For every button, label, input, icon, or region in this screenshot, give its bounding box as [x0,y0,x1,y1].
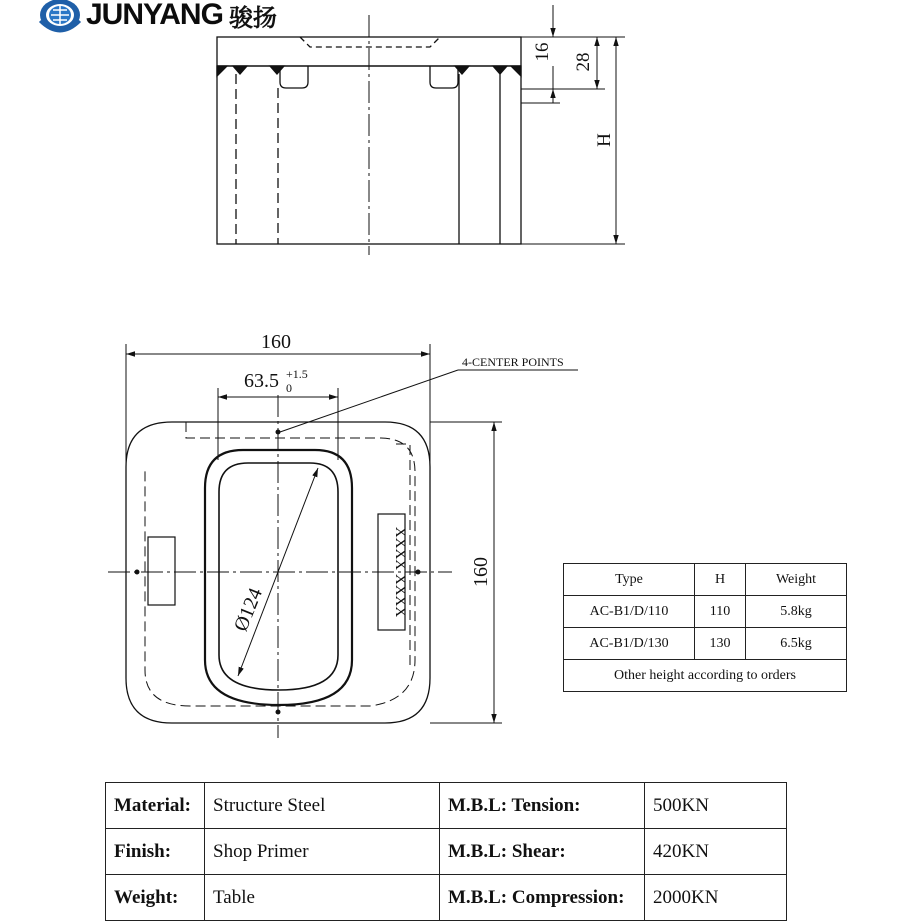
header-type: Type [564,564,695,596]
table-row [106,829,787,875]
dim-tolerance-upper: +1.5 [286,367,308,381]
marking-text: XXXX XXXX [392,526,408,618]
spec-value: 2000KN [645,875,787,921]
cell-type: AC-B1/D/130 [564,628,695,660]
dim-label-width-160: 160 [261,331,291,353]
table-footer-row [564,660,847,692]
side-view [217,5,625,255]
spec-key: M.B.L: Tension: [440,783,645,829]
table-row [106,875,787,921]
cell-h: 110 [695,596,746,628]
cell-weight: 5.8kg [746,596,847,628]
table-row [564,596,847,628]
dim-label-diameter: Ø124 [229,585,267,635]
cell-h: 130 [695,628,746,660]
table-row [106,783,787,829]
dim-label-h: H [594,133,615,147]
footer-note: Other height according to orders [564,660,847,692]
dim-label-height-160: 160 [470,557,492,587]
spec-value: Table [205,875,440,921]
logo-brand-text: JUNYANG [86,0,223,31]
spec-value: 420KN [645,829,787,875]
dim-label-28: 28 [573,52,594,72]
dim-label-opening: 63.5 [244,370,279,392]
plan-view [108,344,578,738]
table-row [564,628,847,660]
header-h: H [695,564,746,596]
header-weight: Weight [746,564,847,596]
cell-weight: 6.5kg [746,628,847,660]
cell-type: AC-B1/D/110 [564,596,695,628]
spec-key: M.B.L: Shear: [440,829,645,875]
spec-value: Structure Steel [205,783,440,829]
spec-key: M.B.L: Compression: [440,875,645,921]
type-table-header [564,564,847,596]
spec-key: Material: [106,783,205,829]
spec-key: Weight: [106,875,205,921]
type-table [563,563,847,692]
spec-value: 500KN [645,783,787,829]
logo-chinese-text: 骏扬 [228,3,277,32]
callout-center-points: 4-CENTER POINTS [462,355,564,369]
spec-table [105,782,787,921]
dim-tolerance-lower: 0 [286,381,292,395]
dim-label-16: 16 [532,42,553,62]
spec-value: Shop Primer [205,829,440,875]
spec-key: Finish: [106,829,205,875]
